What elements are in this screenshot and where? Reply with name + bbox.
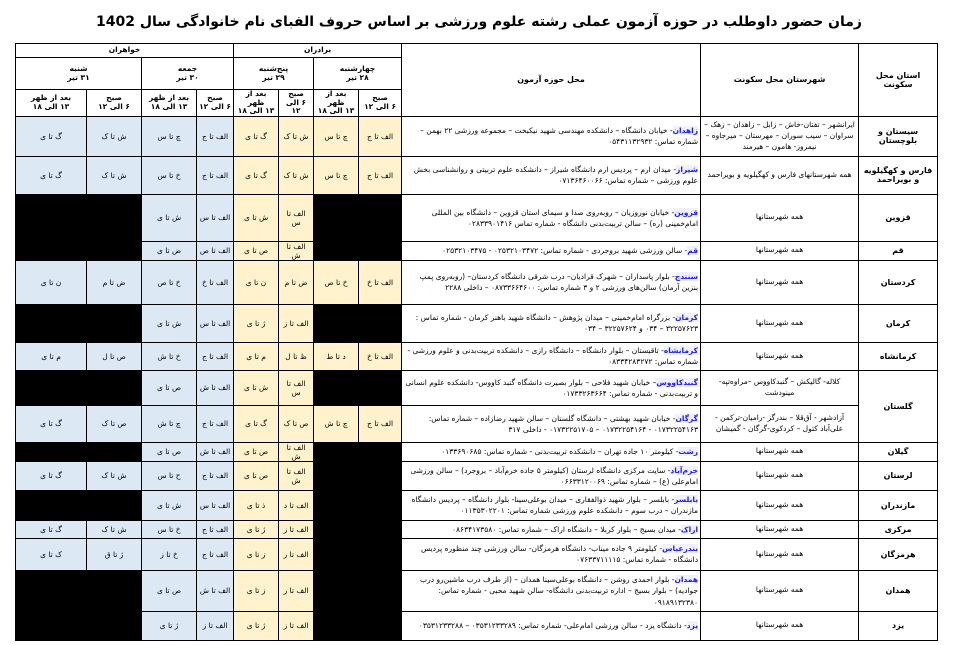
unavailable-slot — [16, 370, 87, 405]
slot-cell: ص تا ی — [142, 370, 197, 405]
table-row — [16, 260, 938, 304]
slot-cell: گ تا ی — [16, 405, 87, 442]
unavailable-slot — [314, 304, 359, 342]
slot-cell: الف تا ز — [279, 304, 314, 342]
header-day — [142, 58, 234, 90]
venue-cell — [402, 156, 701, 194]
slot-cell: الف تا ر — [279, 538, 314, 570]
slot-cell: ش تا ی — [234, 194, 279, 241]
venue-city: بندرعباس — [662, 544, 699, 554]
slot-cell: ژ تا ی — [234, 611, 279, 640]
unavailable-slot — [16, 490, 87, 520]
time-label: بعد از ظهر — [245, 89, 267, 107]
venue-cell — [402, 490, 701, 520]
slot-cell: ش تا ک — [87, 156, 142, 194]
slot-cell: الف تا ز — [279, 520, 314, 538]
slot-cell: الف تا ج — [197, 405, 234, 442]
table-row — [16, 538, 938, 570]
slot-cell: ض تا ی — [142, 241, 197, 260]
unavailable-slot — [359, 490, 402, 520]
table-row — [16, 520, 938, 538]
header-morning — [359, 90, 402, 117]
venue-address: - بلوار احمدی روشن – دانشگاه بوعلی‌سینا همدان – (از طرف درب ماشین‌رو درب جوادیه) – بلوار بسیج – اداره تربیت‌بدنی دانشگاه- سالن شهید محبی - شماره تماس: ۰۹۱۸۹۱۳۲۳۸۰ — [420, 575, 699, 607]
unavailable-slot — [314, 611, 359, 640]
province-cell: قم — [859, 241, 938, 260]
slot-cell: ش تا ک — [279, 116, 314, 156]
unavailable-slot — [87, 490, 142, 520]
unavailable-slot — [87, 304, 142, 342]
venue-address: - میدان ارم – پردیس ارم دانشگاه شیراز – دانشکده علوم تربیتی و روانشناسی بخش علوم ورزشی – شماره تماس: ۰۷۱۳۶۴۶۰۰۶۶ — [413, 165, 699, 186]
venue-address: - تاقبستان – بلوار دانشگاه – دانشگاه رازی – دانشکده تربیت‌بدنی و علوم ورزشی - شماره تماس: ۰۸۳۳۴۲۸۳۲۷۲ — [407, 346, 699, 367]
city-cell: همه شهرستانها — [701, 342, 859, 370]
slot-cell: ژ تا ی — [234, 520, 279, 538]
day-date: ۳۱ تیر — [67, 72, 90, 82]
day-name: شنبه — [69, 63, 88, 73]
slot-cell: الف تا س — [279, 194, 314, 241]
slot-cell: گ تا ی — [16, 520, 87, 538]
time-range: ۶ الی ۱۲ — [199, 101, 231, 111]
header-afternoon — [142, 90, 197, 117]
slot-cell: ش تا ک — [87, 461, 142, 490]
slot-cell: الف تا ج — [197, 342, 234, 370]
header-day — [16, 58, 142, 90]
unavailable-slot — [314, 370, 359, 405]
unavailable-slot — [16, 241, 87, 260]
table-row — [16, 342, 938, 370]
venue-cell — [402, 304, 701, 342]
slot-cell: الف تا د — [279, 490, 314, 520]
venue-city: گنبدکاووس — [656, 377, 699, 387]
city-cell: همه شهرستانهای فارس و کهگیلویه و بویراحمد — [701, 156, 859, 194]
province-cell: کردستان — [859, 260, 938, 304]
venue-city: رشت — [678, 447, 699, 457]
slot-cell: الف تا ج — [197, 116, 234, 156]
unavailable-slot — [87, 194, 142, 241]
province-cell: مازندران — [859, 490, 938, 520]
venue-cell — [402, 611, 701, 640]
slot-cell: ش تا ی — [234, 370, 279, 405]
slot-cell: ح تا س — [142, 461, 197, 490]
unavailable-slot — [359, 570, 402, 611]
slot-cell: خ تا س — [142, 520, 197, 538]
unavailable-slot — [87, 241, 142, 260]
slot-cell: گ تا ی — [16, 461, 87, 490]
slot-cell: چ تا ش — [142, 405, 197, 442]
slot-cell: ص تا ی — [142, 570, 197, 611]
slot-cell: الف تا ش — [197, 442, 234, 461]
slot-cell: ش تا ی — [142, 304, 197, 342]
table-row — [16, 461, 938, 490]
venue-address: - خیابان شهید بهشتی – دانشگاه گلستان – سالن شهید رضازاده – شماره تماس: ۰۱۷۳۲۲۵۴۱۶۳ - ۰۱۷۳۲۲۵۴۱۶۴ – ۰۱۷۳۲۲۵۱۷۰۵ - داخلی ۳۱۷ — [428, 413, 699, 434]
slot-cell: الف تا ج — [359, 405, 402, 442]
table-row — [16, 442, 938, 461]
province-cell: گیلان — [859, 442, 938, 461]
venue-address: - دانشگاه یزد - سالن ورزشی امام‌علی- شماره تماس: ۰۳۵۳۱۲۳۳۲۸۹ – ۰۳۵۳۱۲۳۳۲۸۸ — [418, 621, 687, 631]
slot-cell: ش تا ی — [142, 490, 197, 520]
venue-address: - سالن ورزشی شهید بروجردی - شماره تماس: ۰۲۵۳۲۱۰۳۴۷۲ - ۰۲۵۳۲۱۰۳۴۷۵ — [442, 246, 688, 256]
unavailable-slot — [359, 442, 402, 461]
unavailable-slot — [314, 520, 359, 538]
venue-city: سنندج — [674, 272, 699, 282]
venue-address: - بزرگراه امام‌خمینی – میدان پژوهش – دانشگاه شهید باهنر کرمان - شماره تماس : ۳۲۲۵۷۶۲۳ – ۰۳۴ و ۳۲۲۵۷۶۲۴ – ۰۳۴ — [415, 313, 699, 334]
day-date: ۲۸ تیر — [346, 72, 369, 82]
city-cell: همه شهرستانها — [701, 304, 859, 342]
page-title: زمان حضور داوطلب در حوزه آزمون عملی رشته علوم ورزشی بر اساس حروف الفبای نام خانوادگی سال 1402 — [96, 14, 862, 30]
unavailable-slot — [359, 520, 402, 538]
venue-city: کرمانشاه — [663, 346, 699, 356]
slot-cell: ش تا ک — [87, 116, 142, 156]
slot-cell: الف تا ش — [197, 570, 234, 611]
day-name: جمعه — [177, 63, 198, 73]
slot-cell: ص تا ک — [279, 405, 314, 442]
slot-cell: د تا ط — [314, 342, 359, 370]
province-cell: مرکزی — [859, 520, 938, 538]
city-cell: همه شهرستانها — [701, 260, 859, 304]
unavailable-slot — [87, 611, 142, 640]
unavailable-slot — [314, 194, 359, 241]
venue-city: زاهدان — [672, 126, 699, 136]
slot-cell: ص تا ی — [234, 241, 279, 260]
time-label: صبح — [106, 93, 122, 103]
slot-cell: ص تا ل — [87, 342, 142, 370]
slot-cell: الف تا س — [197, 490, 234, 520]
unavailable-slot — [359, 461, 402, 490]
header-morning — [279, 90, 314, 117]
venue-cell — [402, 538, 701, 570]
venue-city: کرمان — [675, 313, 699, 323]
venue-address: - کیلومتر ۱۰ جاده تهران – دانشکده تربیت‌بدنی - شماره تماس: ۰۱۳۳۶۹۰۶۸۵ — [441, 447, 679, 457]
venue-cell — [402, 570, 701, 611]
slot-cell: الف تا ج — [359, 116, 402, 156]
time-range: ۱۳ الی ۱۸ — [237, 106, 275, 116]
table-row — [16, 490, 938, 520]
slot-cell: ص تا ی — [234, 461, 279, 490]
venue-address: – خیابان شهید فلاحی – بلوار بصیرت دانشگاه گنبد کاووس- دانشکده علوم انسانی و تربیت‌بدنی - شماره تماس: ۰۱۷۳۳۲۶۳۶۶۴ — [405, 377, 699, 398]
slot-cell: الف تا ج — [197, 461, 234, 490]
venue-city: خرم‌آباد — [670, 465, 699, 475]
table-row — [16, 194, 938, 241]
unavailable-slot — [16, 194, 87, 241]
venue-city: گرگان — [675, 413, 699, 423]
header-brothers: برادران — [234, 44, 402, 58]
slot-cell: الف تا خ — [359, 342, 402, 370]
slot-cell: ص تا ی — [142, 442, 197, 461]
venue-city: قزوین — [674, 207, 699, 217]
unavailable-slot — [359, 194, 402, 241]
unavailable-slot — [87, 570, 142, 611]
venue-cell — [402, 342, 701, 370]
slot-cell: الف تا ج — [197, 538, 234, 570]
slot-cell: ز تا ی — [234, 538, 279, 570]
slot-cell: گ تا ی — [234, 405, 279, 442]
time-range: ۶ الی ۱۲ — [364, 101, 397, 111]
slot-cell: ض تا م — [279, 260, 314, 304]
city-cell: همه شهرستانها — [701, 490, 859, 520]
province-cell: همدان — [859, 570, 938, 611]
slot-cell: ص تا ی — [234, 442, 279, 461]
slot-cell: چ تا س — [314, 116, 359, 156]
table-row — [16, 611, 938, 640]
slot-cell: ش تا ی — [142, 194, 197, 241]
venue-cell — [402, 194, 701, 241]
day-date: ۳۰ تیر — [176, 72, 199, 82]
city-cell: ایرانشهر – تفتان-خاش – زابل – زاهدان – زهک – سراوان – سیب سوران – مهرستان – میرجاوه – نیمروز- هامون – هیرمند — [701, 116, 859, 156]
slot-cell: الف تا ش — [197, 370, 234, 405]
slot-cell: الف تا ص — [197, 241, 234, 260]
unavailable-slot — [16, 570, 87, 611]
slot-cell: الف تا س — [279, 370, 314, 405]
schedule-table — [15, 43, 938, 641]
unavailable-slot — [359, 538, 402, 570]
header-venue: محل حوزه آزمون — [402, 44, 701, 117]
venue-city: همدان — [674, 575, 699, 584]
header-afternoon — [16, 90, 87, 117]
time-range: ۱۳ الی ۱۸ — [32, 101, 70, 111]
slot-cell: ش تا ک — [279, 156, 314, 194]
province-cell: سیستان و بلوچستان — [859, 116, 938, 156]
table-row — [16, 405, 938, 442]
time-label: صبح — [288, 89, 304, 98]
time-range: ۱۳ الی ۱۸ — [317, 106, 355, 116]
unavailable-slot — [314, 570, 359, 611]
slot-cell: ش تا ک — [87, 520, 142, 538]
province-cell: یزد — [859, 611, 938, 640]
table-row — [16, 570, 938, 611]
slot-cell: ن تا ی — [234, 260, 279, 304]
city-cell: همه شهرستانها — [701, 538, 859, 570]
venue-cell — [402, 116, 701, 156]
unavailable-slot — [359, 370, 402, 405]
unavailable-slot — [16, 611, 87, 640]
slot-cell: ژ تا ق — [87, 538, 142, 570]
province-cell: کرمان — [859, 304, 938, 342]
time-label: بعد از ظهر — [148, 93, 190, 103]
time-label: بعد از ظهر — [30, 93, 72, 103]
slot-cell: خ تا ز — [142, 538, 197, 570]
table-row — [16, 241, 938, 260]
slot-cell: الف تا ج — [197, 520, 234, 538]
slot-cell: ژ تا ی — [142, 611, 197, 640]
slot-cell: خ تا ش — [142, 342, 197, 370]
slot-cell: الف تا خ — [359, 260, 402, 304]
slot-cell: خ تا ص — [314, 260, 359, 304]
unavailable-slot — [16, 442, 87, 461]
time-label: صبح — [207, 93, 223, 103]
time-range: ۶ الی ۱۲ — [285, 97, 307, 116]
venue-city: یزد — [686, 621, 699, 631]
slot-cell: ص تا ک — [87, 405, 142, 442]
venue-cell — [402, 241, 701, 260]
slot-cell: الف تا خ — [197, 260, 234, 304]
venue-address: - بلوار پاسداران – شهرک قرادیان– درب شرقی دانشگاه کردستان– (روبه‌روی پمپ بنزین آرمان) سالن‌های ورزشی ۲ و ۳ شماره تماس: ۰۸۷۳۳۶۶۴۶۰۰ – داخلی ۲۲۸۸ — [419, 272, 699, 293]
slot-cell: الف تا س — [197, 304, 234, 342]
unavailable-slot — [359, 304, 402, 342]
city-cell: همه شهرستانها — [701, 442, 859, 461]
province-cell: هرمزگان — [859, 538, 938, 570]
slot-cell: ک تا ی — [16, 538, 87, 570]
header-province: استان محل سکونت — [859, 44, 938, 117]
header-afternoon — [314, 90, 359, 117]
slot-cell: ن تا ی — [16, 260, 87, 304]
venue-cell — [402, 260, 701, 304]
slot-cell: م تا ی — [234, 342, 279, 370]
time-range: ۱۳ الی ۱۸ — [150, 101, 188, 111]
slot-cell: چ تا س — [142, 116, 197, 156]
unavailable-slot — [16, 304, 87, 342]
unavailable-slot — [87, 370, 142, 405]
venue-address: - خیابان نوروزیان – روبه‌روی صدا و سیمای استان قزوین – دانشگاه بین المللی امام‌خمینی (ره) – سالن تربیت‌بدنی دانشگاه - شماره تماس ۰۲۸۳۳۹۰۱۴۱۶ — [431, 207, 699, 228]
header-afternoon — [234, 90, 279, 117]
city-cell: همه شهرستانها — [701, 194, 859, 241]
venue-address: - کیلومتر ۹ جاده میناب- دانشگاه هرمزگان- سالن ورزشی چند منظوره پردیس دانشگاه - شماره تماس: ۰۷۶۳۳۷۱۱۱۱۵ — [421, 544, 699, 565]
unavailable-slot — [314, 461, 359, 490]
slot-cell: الف تا س — [197, 194, 234, 241]
slot-cell: گ تا ی — [234, 116, 279, 156]
slot-cell: گ تا ی — [234, 156, 279, 194]
header-day — [314, 58, 402, 90]
venue-city: بابلسر — [674, 495, 699, 505]
slot-cell: ذ تا ی — [234, 490, 279, 520]
venue-cell — [402, 370, 701, 405]
slot-cell: گ تا ی — [16, 116, 87, 156]
slot-cell: الف تا ج — [197, 156, 234, 194]
unavailable-slot — [87, 442, 142, 461]
venue-address: - خیابان دانشگاه – دانشکده مهندسی شهید نیکبخت – مجموعه ورزشی ۲۲ بهمن – شماره تماس: ۰۵۴۳۱۱۳۲۹۳۲ — [420, 126, 699, 147]
city-cell: همه شهرستانها — [701, 520, 859, 538]
slot-cell: چ تا س — [314, 156, 359, 194]
slot-cell: الف تا ش — [279, 241, 314, 260]
province-cell: لرستان — [859, 461, 938, 490]
city-cell: همه شهرستانها — [701, 461, 859, 490]
slot-cell: ژ تا ی — [234, 304, 279, 342]
slot-cell: ض تا م — [87, 260, 142, 304]
unavailable-slot — [314, 490, 359, 520]
city-cell: آزادشهر - آق‌قلا – بندرگز -رامیان-ترکمن - علی‌آباد کتول – کردکوی-گرگان - گمیشان — [701, 405, 859, 442]
slot-cell: خ تا س — [142, 156, 197, 194]
unavailable-slot — [314, 538, 359, 570]
table-row — [16, 116, 938, 156]
time-label: بعد از ظهر — [325, 89, 347, 107]
header-day — [234, 58, 314, 90]
venue-cell — [402, 461, 701, 490]
province-cell: قزوین — [859, 194, 938, 241]
city-cell: همه شهرستانها — [701, 611, 859, 640]
city-cell: همه شهرستانها — [701, 570, 859, 611]
unavailable-slot — [314, 241, 359, 260]
slot-cell: گ تا ی — [16, 156, 87, 194]
time-range: ۶ الی ۱۲ — [98, 101, 130, 111]
venue-city: قم — [687, 246, 699, 256]
table-row — [16, 304, 938, 342]
venue-cell — [402, 442, 701, 461]
slot-cell: ظ تا ل — [279, 342, 314, 370]
venue-address: - میدان بسیج – بلوار کربلا – دانشگاه اراک – شماره تماس: ۰۸۶۳۴۱۷۳۵۸۰ — [452, 524, 681, 534]
city-cell: کلاله- گالیکش – گنبدکاووس –مراوه‌تپه- مینودشت — [701, 370, 859, 405]
province-cell: فارس و کهگیلویه و بویراحمد — [859, 156, 938, 194]
province-cell: گلستان — [859, 370, 938, 442]
time-label: صبح — [372, 93, 388, 103]
header-sisters: خواهران — [16, 44, 234, 58]
venue-city: اراک — [680, 524, 699, 534]
slot-cell: الف تا ر — [279, 570, 314, 611]
venue-address: - بابلسر – بلوار شهید ذوالفقاری – میدان بوعلی‌سینا- بلوار دانشگاه – پردیس دانشگاه مازندران – درب سوم – دانشکده علوم ورزشی شماره تماس: ۰۱۱۳۵۳۰۲۲۰۱ — [411, 495, 699, 516]
day-name: پنج‌شنبه — [258, 63, 289, 73]
venue-city: شیراز — [676, 165, 699, 175]
header-city: شهرستان محل سکونت — [701, 44, 859, 117]
slot-cell: الف تا ج — [359, 156, 402, 194]
venue-cell — [402, 405, 701, 442]
slot-cell: الف تا ش — [279, 461, 314, 490]
day-name: چهارشنبه — [339, 63, 376, 73]
unavailable-slot — [359, 241, 402, 260]
venue-address: - سایت مرکزی دانشگاه لرستان (کیلومتر ۵ جاده خرم‌آباد – بروجرد) – سالن ورزشی امام‌علی (ع) – شماره تماس: ۰۶۶۳۳۱۲۰۰۶۹ — [410, 465, 699, 486]
unavailable-slot — [314, 442, 359, 461]
slot-cell: م تا ی — [16, 342, 87, 370]
venue-cell — [402, 520, 701, 538]
slot-cell: الف تا ز — [197, 611, 234, 640]
day-date: ۲۹ تیر — [262, 72, 285, 82]
header-morning — [87, 90, 142, 117]
slot-cell: ز تا ی — [234, 570, 279, 611]
slot-cell: چ تا ش — [314, 405, 359, 442]
slot-cell: خ تا ص — [142, 260, 197, 304]
table-row — [16, 156, 938, 194]
city-cell: همه شهرستانها — [701, 241, 859, 260]
slot-cell: الف تا ز — [279, 611, 314, 640]
header-morning — [197, 90, 234, 117]
slot-cell: الف تا ش — [279, 442, 314, 461]
table-row — [16, 370, 938, 405]
province-cell: کرمانشاه — [859, 342, 938, 370]
unavailable-slot — [359, 611, 402, 640]
